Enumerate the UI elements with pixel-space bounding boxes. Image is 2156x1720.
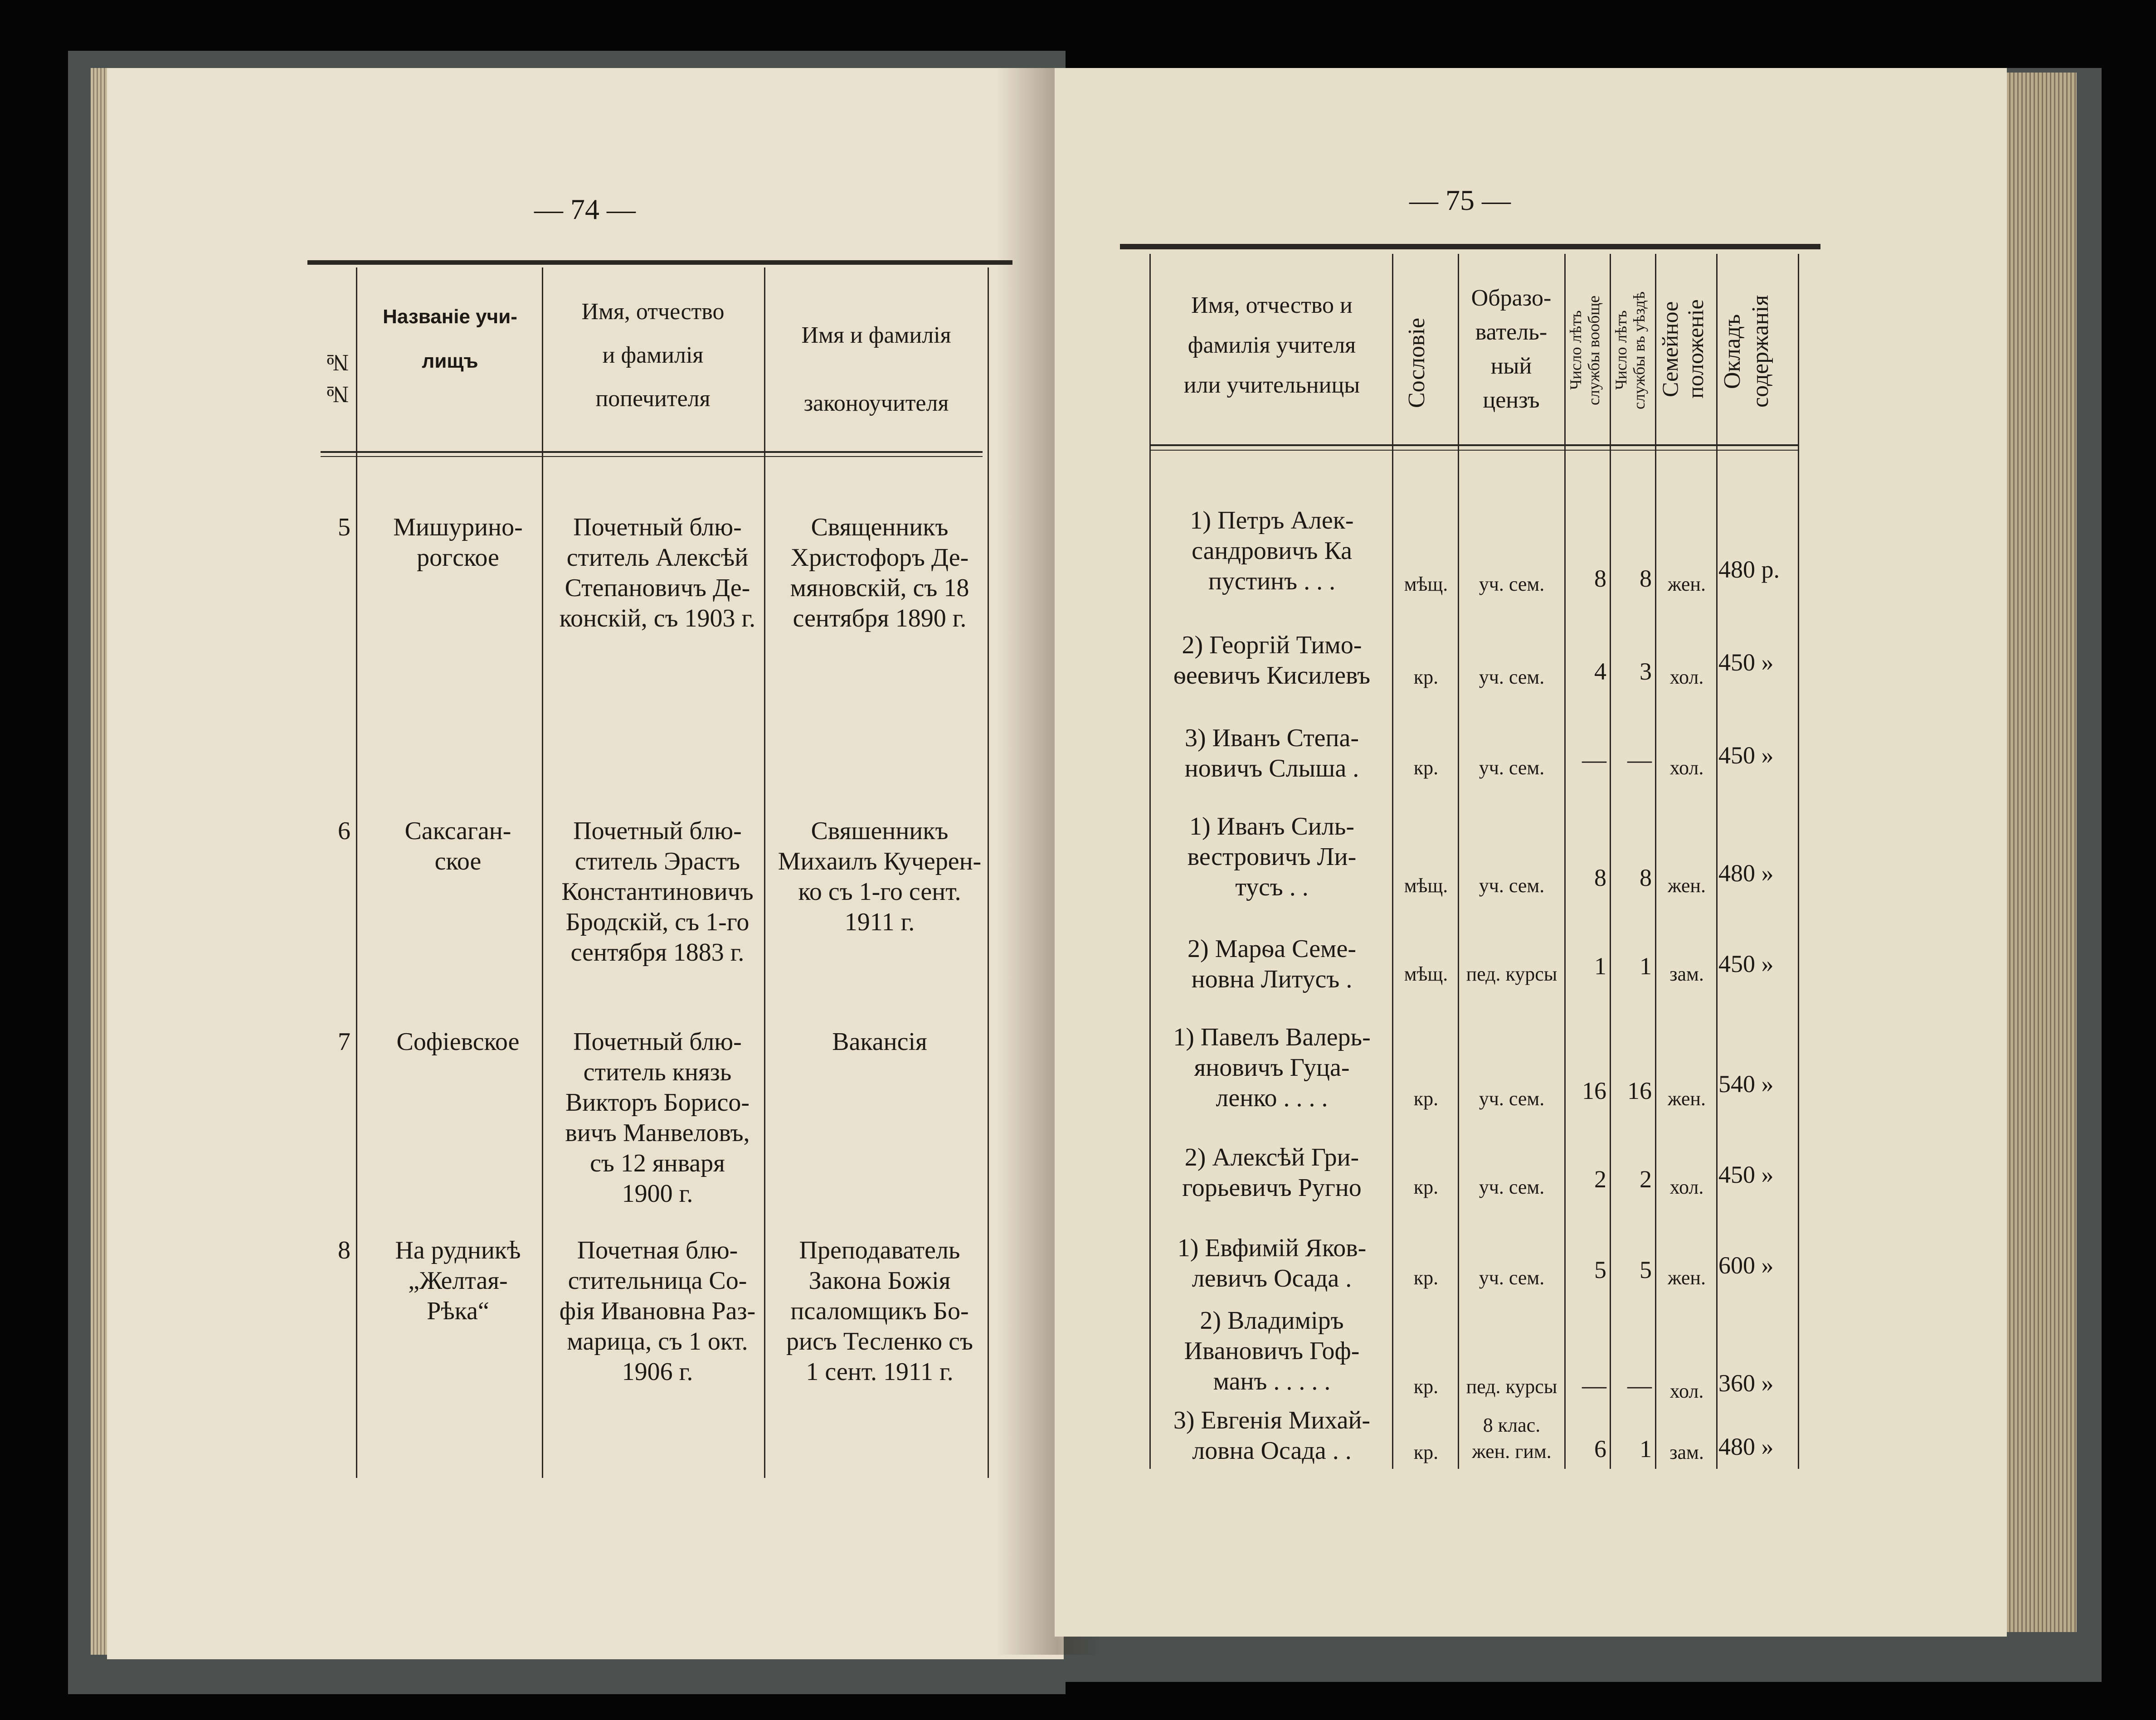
col-line-r4 bbox=[1610, 254, 1611, 1469]
header-education: Образо- ватель- ный цензъ bbox=[1471, 285, 1552, 413]
salary: 600 » bbox=[1718, 1252, 1774, 1279]
education: уч. сем. bbox=[1479, 666, 1545, 688]
teacher-name: 3) Евгенія Михай- ловна Осада . . bbox=[1173, 1406, 1371, 1465]
top-rule-left bbox=[307, 260, 1012, 265]
family-status: жен. bbox=[1668, 1088, 1706, 1110]
teacher-name: 1) Петръ Алек- сандровичъ Ка пустинъ . . . bbox=[1190, 506, 1354, 595]
education: уч. сем. bbox=[1479, 573, 1545, 595]
header-school: Названіе учи- лищъ bbox=[383, 306, 517, 372]
col-line-r0 bbox=[1149, 254, 1151, 1469]
years-total: 8 bbox=[1594, 864, 1606, 891]
header-rule-left bbox=[321, 451, 983, 453]
family-status: хол. bbox=[1669, 1176, 1704, 1198]
header-rule-left-2 bbox=[321, 456, 983, 457]
estate: кр. bbox=[1413, 1375, 1439, 1398]
years-total: 5 bbox=[1594, 1256, 1606, 1283]
estate: кр. bbox=[1413, 1088, 1439, 1110]
salary: 360 » bbox=[1718, 1370, 1774, 1397]
years-district: 8 bbox=[1640, 864, 1652, 891]
row-number: 7 bbox=[338, 1028, 350, 1056]
top-rule-right bbox=[1120, 244, 1820, 249]
education: уч. сем. bbox=[1479, 1267, 1545, 1289]
years-district: 1 bbox=[1640, 952, 1652, 980]
years-total: 4 bbox=[1594, 658, 1606, 685]
header-salary: Окладъ содержанія bbox=[1719, 295, 1773, 408]
years-total: — bbox=[1582, 1372, 1606, 1399]
estate: мѣщ. bbox=[1404, 573, 1448, 595]
school-name: Саксаган- ское bbox=[404, 817, 511, 875]
family-status: зам. bbox=[1669, 963, 1704, 985]
education: 8 клас. жен. гим. bbox=[1472, 1414, 1552, 1462]
header-rule-right bbox=[1149, 444, 1798, 446]
years-district: 2 bbox=[1640, 1166, 1652, 1193]
priest-name: Преподаватель Закона Божія псаломщикъ Бо- рисъ Тесленко съ 1 сент. 1911 г. bbox=[786, 1236, 973, 1386]
col-line-r5 bbox=[1655, 254, 1656, 1469]
years-total: 8 bbox=[1594, 565, 1606, 592]
years-district: 1 bbox=[1640, 1435, 1652, 1462]
priest-name: Вакансія bbox=[832, 1028, 927, 1056]
education: уч. сем. bbox=[1479, 1176, 1545, 1198]
teacher-name: 2) Владиміръ Ивановичъ Гоф- манъ . . . . . bbox=[1184, 1307, 1360, 1395]
education: уч. сем. bbox=[1479, 875, 1545, 897]
teacher-name: 2) Георгій Тимо- ѳеевичъ Кисилевъ bbox=[1173, 631, 1371, 690]
header-teacher: Имя, отчество и фамилія учителя или учительницы bbox=[1183, 292, 1360, 398]
page-number-left: — 74 — bbox=[534, 193, 636, 225]
trustee-name: Почетный блю- ститель Алексѣй Степановичъ Де- конскій, съ 1903 г. bbox=[559, 513, 756, 632]
years-total: 16 bbox=[1582, 1077, 1606, 1104]
col-line-r1 bbox=[1392, 254, 1393, 1469]
teacher-name: 1) Павелъ Валерь- яновичъ Гуца- ленко . . . . bbox=[1173, 1023, 1371, 1112]
estate: кр. bbox=[1413, 1267, 1439, 1289]
salary: 480 р. bbox=[1718, 556, 1780, 583]
school-name: Мишурино- рогское bbox=[393, 513, 523, 572]
family-status: жен. bbox=[1668, 875, 1706, 897]
school-name: На рудникѣ „Желтая- Рѣка“ bbox=[395, 1236, 521, 1325]
row-number: 8 bbox=[338, 1236, 350, 1264]
teacher-name: 2) Алексѣй Гри- горьевичъ Ругно bbox=[1182, 1143, 1362, 1202]
years-total: 1 bbox=[1594, 952, 1606, 980]
salary: 480 » bbox=[1718, 860, 1774, 887]
years-district: 8 bbox=[1640, 565, 1652, 592]
header-family: Семейное положеніе bbox=[1657, 299, 1708, 399]
years-district: — bbox=[1627, 746, 1652, 773]
page-number-right: — 75 — bbox=[1409, 184, 1511, 216]
header-rule-right-2 bbox=[1149, 450, 1798, 451]
col-line-r2 bbox=[1458, 254, 1459, 1469]
estate: кр. bbox=[1413, 757, 1439, 779]
priest-name: Свяшенникъ Михаилъ Кучерен- ко съ 1-го сент. 1911 г. bbox=[778, 817, 982, 936]
salary: 450 » bbox=[1718, 649, 1774, 676]
col-line-r3 bbox=[1564, 254, 1566, 1469]
education: пед. курсы bbox=[1466, 1375, 1557, 1398]
years-total: — bbox=[1582, 746, 1606, 773]
education: уч. сем. bbox=[1479, 1088, 1545, 1110]
estate: мѣщ. bbox=[1404, 963, 1448, 985]
education: пед. курсы bbox=[1466, 963, 1557, 985]
col-line-l1 bbox=[356, 267, 357, 1478]
years-district: — bbox=[1627, 1372, 1652, 1399]
family-status: хол. bbox=[1669, 1380, 1704, 1402]
estate: кр. bbox=[1413, 666, 1439, 688]
row-number: 6 bbox=[338, 817, 350, 845]
teacher-name: 3) Иванъ Степа- новичъ Слыша . bbox=[1184, 724, 1359, 782]
salary: 450 » bbox=[1718, 1161, 1774, 1188]
years-district: 16 bbox=[1627, 1077, 1652, 1104]
header-years-district: Число лѣтъ службы въ уѣздѣ bbox=[1612, 291, 1648, 409]
header-priest: Имя и фамилія законоучителя bbox=[801, 322, 951, 416]
trustee-name: Почетная блю- стительница Со- фія Ивановна Раз- марица, съ 1 окт. 1906 г. bbox=[559, 1236, 756, 1386]
family-status: зам. bbox=[1669, 1441, 1704, 1463]
family-status: хол. bbox=[1669, 757, 1704, 779]
family-status: жен. bbox=[1668, 573, 1706, 595]
teacher-name: 2) Марѳа Семе- новна Литусъ . bbox=[1188, 935, 1356, 993]
header-estate: Сословіе bbox=[1404, 317, 1430, 408]
years-total: 6 bbox=[1594, 1435, 1606, 1462]
teacher-name: 1) Иванъ Силь- вестровичъ Ли- тусъ . . bbox=[1187, 812, 1357, 901]
priest-name: Священникъ Христофоръ Де- мяновскій, съ 18 сентября 1890 г. bbox=[790, 513, 969, 632]
header-years-total: Число лѣтъ службы вообще bbox=[1567, 295, 1603, 405]
school-name: Софіевское bbox=[396, 1028, 520, 1056]
header-number: № № bbox=[325, 350, 350, 408]
trustee-name: Почетный блю- ститель князь Викторъ Борисо- вичъ Манвеловъ, съ 12 января 1900 г. bbox=[565, 1028, 750, 1208]
col-line-r6 bbox=[1716, 254, 1718, 1469]
salary: 450 » bbox=[1718, 742, 1774, 769]
estate: кр. bbox=[1413, 1441, 1439, 1463]
family-status: хол. bbox=[1669, 666, 1704, 688]
row-number: 5 bbox=[338, 513, 350, 541]
education: уч. сем. bbox=[1479, 757, 1545, 779]
salary: 540 » bbox=[1718, 1070, 1774, 1098]
years-total: 2 bbox=[1594, 1166, 1606, 1193]
family-status: жен. bbox=[1668, 1267, 1706, 1289]
teacher-name: 1) Евфимій Яков- левичъ Осада . bbox=[1177, 1234, 1367, 1292]
salary: 450 » bbox=[1718, 950, 1774, 977]
years-district: 5 bbox=[1640, 1256, 1652, 1283]
col-line-r7 bbox=[1798, 254, 1799, 1469]
estate: кр. bbox=[1413, 1176, 1439, 1198]
estate: мѣщ. bbox=[1404, 875, 1448, 897]
header-trustee: Имя, отчество и фамилія попечителя bbox=[581, 299, 725, 412]
salary: 480 » bbox=[1718, 1433, 1774, 1460]
trustee-name: Почетный блю- ститель Эрастъ Константиновичъ Бродскій, съ 1-го сентября 1883 г. bbox=[561, 817, 754, 967]
years-district: 3 bbox=[1640, 658, 1652, 685]
